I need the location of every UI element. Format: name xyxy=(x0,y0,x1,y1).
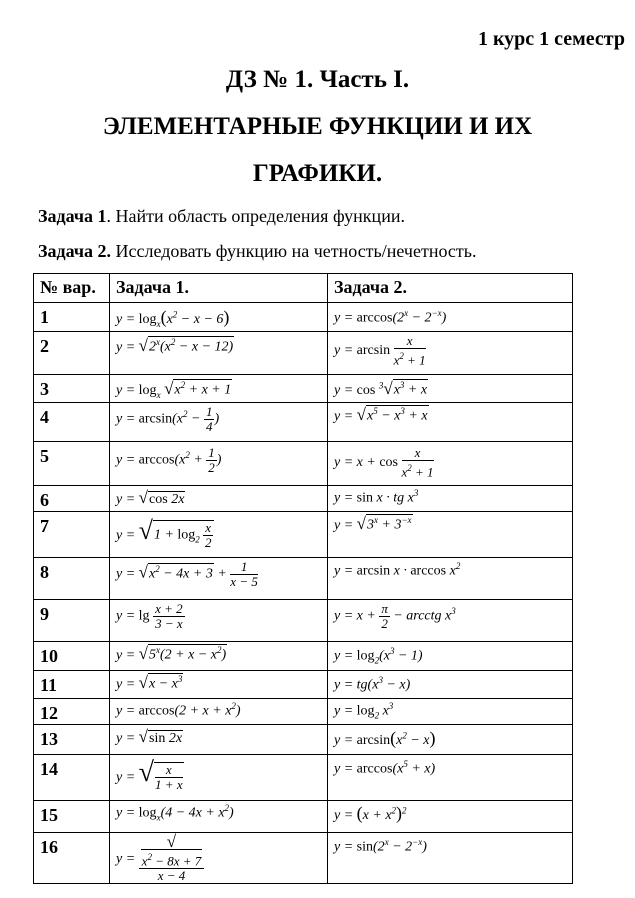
variant-number: 9 xyxy=(34,600,110,642)
task2-formula: $y = \arccos(x^5 + x)$ xyxy=(328,755,573,801)
table-row xyxy=(34,755,573,801)
task2-formula: $y = tg(x^3 - x)$ xyxy=(328,671,573,699)
variant-number: 10 xyxy=(34,642,110,671)
task2-formula: y = arcsin $\frac{x}{x^2 + 1}$ xyxy=(328,332,573,375)
page-subtitle-line1: ЭЛЕМЕНТАРНЫЕ ФУНКЦИИ И ИХ xyxy=(102,113,533,140)
variant-number: 8 xyxy=(34,558,110,600)
variant-number: 11 xyxy=(34,671,110,699)
task2-label: Задача 2. xyxy=(38,241,112,261)
task2-formula: $y = \sin(2^x - 2^{-x})$ xyxy=(328,833,573,884)
course-label: 1 курс 1 семестр xyxy=(477,28,625,50)
task1-description xyxy=(38,206,405,227)
task1-label: Задача 1 xyxy=(38,206,107,226)
task1-formula: $y = \log_x(x^2 - x - 6)$ xyxy=(110,303,328,332)
col-header-task2: Задача 2. xyxy=(328,274,573,303)
task1-formula: $y = \log_x(4 - 4x + x^2)$ xyxy=(110,801,328,833)
task1-formula: $y = √x^2 - 4x + 3$ + $\frac{1}{x - 5}$ xyxy=(110,558,328,600)
table-row xyxy=(34,833,573,884)
variant-number: 14 xyxy=(34,755,110,801)
table-row xyxy=(34,671,573,699)
variant-number: 15 xyxy=(34,801,110,833)
table-row xyxy=(34,558,573,600)
variant-number: 5 xyxy=(34,442,110,486)
table-row xyxy=(34,801,573,833)
task1-formula: $y = \log_x √x^2 + x + 1$ xyxy=(110,375,328,403)
table-row xyxy=(34,375,573,403)
col-header-task1: Задача 1. xyxy=(110,274,328,303)
task1-formula: $y = √2^x(x^2 - x - 12)$ xyxy=(110,332,328,375)
task2-formula: $y = (x + x^2)^2$ xyxy=(328,801,573,833)
task2-formula: $y = √3^x + 3^{-x}$ xyxy=(328,512,573,558)
tasks-table xyxy=(33,273,573,884)
task1-formula: $y = √x - x^3$ xyxy=(110,671,328,699)
variant-number: 1 xyxy=(34,303,110,332)
task2-formula: y = sin x · tg $x^3$ xyxy=(328,486,573,512)
task2-formula: $y = √x^5 - x^3 + x$ xyxy=(328,403,573,442)
task1-formula: y = √sin 2x xyxy=(110,725,328,755)
variant-number: 6 xyxy=(34,486,110,512)
table-row xyxy=(34,403,573,442)
table-header-row xyxy=(34,274,573,303)
variant-number: 3 xyxy=(34,375,110,403)
variant-number: 13 xyxy=(34,725,110,755)
task1-formula: $y = \arcsin(x^2$ − $\frac{1}{4}$ ) xyxy=(110,403,328,442)
task2-formula: $y = \arcsin(x^2 - x)$ xyxy=(328,725,573,755)
task2-text: Исследовать функцию на четность/нечетность. xyxy=(111,241,477,261)
task2-formula: $y = \cos ^3√x^3 + x$ xyxy=(328,375,573,403)
task1-text: . Найти область определения функции. xyxy=(106,206,405,226)
table-row xyxy=(34,600,573,642)
task1-formula: y = √ $\frac{x}{1 + x}$ xyxy=(110,755,328,801)
variant-number: 4 xyxy=(34,403,110,442)
table-row xyxy=(34,442,573,486)
task2-formula: y = x + $\frac{\pi}{2}$ − arcctg $x^3$ xyxy=(328,600,573,642)
task1-formula: $y = √1 + \log_2$ $\frac{x}{2}$ xyxy=(110,512,328,558)
task2-formula: $y = \log_2(x^3 - 1)$ xyxy=(328,642,573,671)
task2-formula: $y = \log_2 x^3$ xyxy=(328,699,573,725)
table-row xyxy=(34,512,573,558)
task1-formula: $y = \arccos(x^2$ + $\frac{1}{2}$ ) xyxy=(110,442,328,486)
task2-formula: $y = \arccos(2^x - 2^{-x})$ xyxy=(328,303,573,332)
variant-number: 7 xyxy=(34,512,110,558)
table-row xyxy=(34,725,573,755)
task1-formula: $y = √5^x(2 + x - x^2)$ xyxy=(110,642,328,671)
table-row xyxy=(34,303,573,332)
variant-number: 16 xyxy=(34,833,110,884)
table-row xyxy=(34,332,573,375)
task1-formula: y = √cos 2x xyxy=(110,486,328,512)
task1-formula: y = lg $\frac{x + 2}{3 - x}$ xyxy=(110,600,328,642)
table-row xyxy=(34,486,573,512)
page-subtitle-line2: ГРАФИКИ. xyxy=(252,160,383,187)
task1-formula: $y = \arccos(2 + x + x^2)$ xyxy=(110,699,328,725)
task2-description xyxy=(38,241,477,262)
task1-formula: y = √ $x^2 - 8x + 7$ x − 4 xyxy=(110,833,328,884)
table-row xyxy=(34,642,573,671)
col-header-variant: № вар. xyxy=(34,274,110,303)
task2-formula: $y = \arcsin x \cdot \arccos x^2$ xyxy=(328,558,573,600)
variant-number: 2 xyxy=(34,332,110,375)
page-title: ДЗ № 1. Часть I. xyxy=(225,66,410,93)
variant-number: 12 xyxy=(34,699,110,725)
task2-formula: y = x + cos $\frac{x}{x^2 + 1}$ xyxy=(328,442,573,486)
table-row xyxy=(34,699,573,725)
